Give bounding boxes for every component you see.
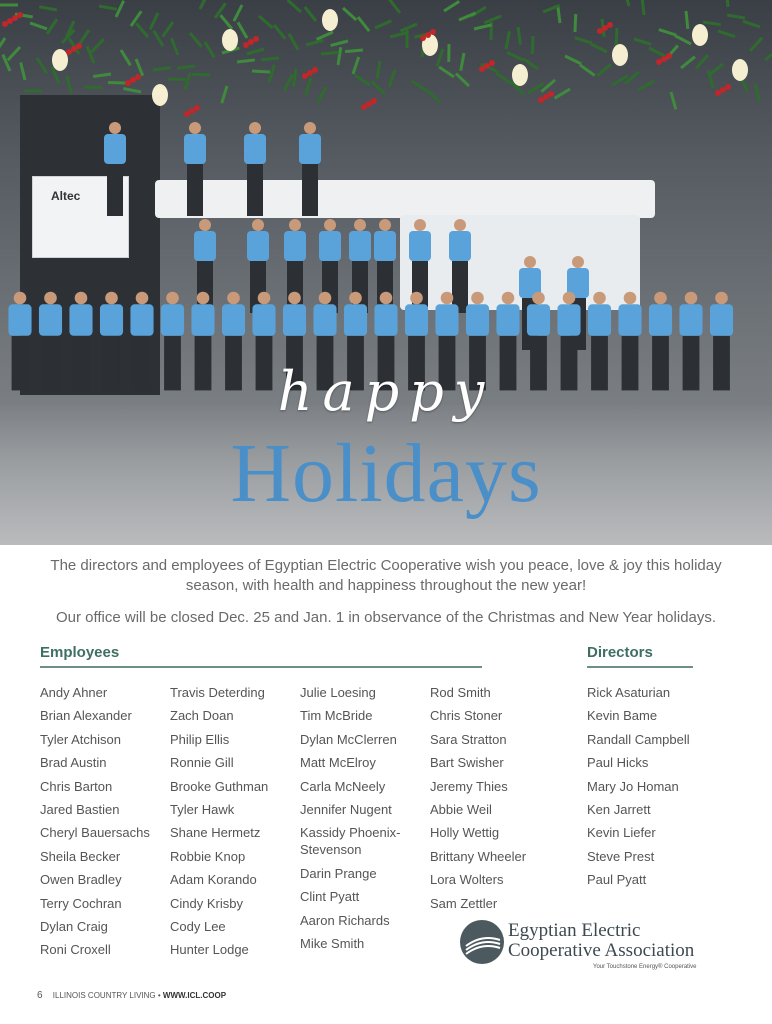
- name-item: Sheila Becker: [40, 848, 121, 864]
- page-footer: [37, 990, 226, 1001]
- name-item: Rick Asaturian: [587, 685, 671, 700]
- name-item: Jared Bastien: [40, 801, 120, 817]
- name-item: Cody Lee: [170, 918, 226, 934]
- person-figure: [104, 122, 126, 216]
- directors-column: [587, 684, 737, 895]
- name-item: Darin Prange: [300, 865, 377, 881]
- employees-heading: Employees: [40, 644, 120, 661]
- cooperative-logo: [460, 918, 697, 978]
- person-figure: [184, 122, 206, 216]
- name-item: Bart Swisher: [430, 755, 504, 771]
- name-item: Sara Stratton: [430, 731, 507, 747]
- publication-name: ILLINOIS COUNTRY LIVING: [52, 991, 156, 1000]
- directors-heading: Directors: [587, 644, 653, 661]
- name-item: Cindy Krisby: [170, 895, 243, 911]
- name-item: Kevin Bame: [587, 708, 658, 724]
- name-item: Abbie Weil: [430, 801, 492, 817]
- name-item: Mary Jo Homan: [587, 778, 679, 794]
- name-item: Mike Smith: [300, 935, 365, 951]
- employees-column-1: [40, 684, 165, 965]
- name-item: Tyler Hawk: [170, 801, 235, 817]
- employees-column-4: [430, 684, 555, 918]
- name-item: Carla McNeely: [300, 778, 386, 794]
- name-item: Julie Loesing: [300, 685, 376, 700]
- name-item: Steve Prest: [587, 848, 655, 864]
- closure-notice: Our office will be closed Dec. 25 and Jan. 1 in observance of the Christmas and New Year holidays.: [55, 609, 717, 626]
- name-item: Paul Pyatt: [587, 872, 647, 888]
- holidays-title: Holidays: [230, 427, 542, 520]
- name-item: Kassidy Phoenix-Stevenson: [300, 825, 401, 858]
- name-item: Dylan McClerren: [300, 731, 397, 747]
- name-item: Zach Doan: [170, 708, 234, 724]
- page-number: 6: [37, 990, 43, 1001]
- name-item: Brad Austin: [40, 755, 107, 771]
- name-item: Ken Jarrett: [587, 801, 651, 817]
- person-figure: [244, 122, 266, 216]
- name-item: Cheryl Bauersachs: [40, 825, 150, 841]
- logo-tagline: Your Touchstone Energy® Cooperative: [593, 964, 697, 970]
- name-item: Hunter Lodge: [170, 942, 249, 958]
- name-item: Shane Hermetz: [170, 825, 261, 841]
- name-item: Lora Wolters: [430, 872, 504, 888]
- name-item: Rod Smith: [430, 685, 491, 700]
- happy-script: happy: [277, 360, 495, 423]
- name-item: Andy Ahner: [40, 685, 108, 700]
- name-item: Aaron Richards: [300, 912, 390, 928]
- logo-line-1: Egyptian Electric: [508, 920, 641, 941]
- name-item: Chris Barton: [40, 778, 113, 794]
- name-item: Travis Deterding: [170, 685, 265, 700]
- employees-divider: [40, 666, 482, 668]
- person-figure: [299, 122, 321, 216]
- name-item: Matt McElroy: [300, 755, 376, 771]
- name-item: Jennifer Nugent: [300, 801, 392, 817]
- name-item: Randall Campbell: [587, 731, 690, 747]
- logo-line-2: Cooperative Association: [508, 940, 695, 961]
- name-item: Philip Ellis: [170, 731, 230, 747]
- name-item: Adam Korando: [170, 872, 257, 888]
- name-item: Holly Wettig: [430, 825, 500, 841]
- name-item: Dylan Craig: [40, 918, 108, 934]
- name-item: Clint Pyatt: [300, 889, 360, 905]
- name-item: Roni Croxell: [40, 942, 111, 958]
- name-item: Kevin Liefer: [587, 825, 656, 841]
- name-item: Terry Cochran: [40, 895, 122, 911]
- name-item: Tyler Atchison: [40, 731, 121, 747]
- name-item: Chris Stoner: [430, 708, 503, 724]
- name-item: Brian Alexander: [40, 708, 132, 724]
- name-item: Tim McBride: [300, 708, 373, 724]
- publication-url: WWW.ICL.COOP: [162, 991, 227, 1000]
- greeting-message: The directors and employees of Egyptian Electric Cooperative wish you peace, love & joy this holiday season, with health and happiness throughout the new year!: [50, 557, 722, 594]
- logo-emblem-icon: [460, 920, 504, 964]
- footer-separator: •: [157, 991, 161, 1000]
- holiday-garland: [0, 0, 772, 130]
- directors-divider: [587, 666, 693, 668]
- name-item: Owen Bradley: [40, 872, 122, 888]
- name-item: Brooke Guthman: [170, 778, 269, 794]
- employees-column-3: [300, 684, 425, 958]
- employees-column-2: [170, 684, 295, 965]
- name-item: Robbie Knop: [170, 848, 246, 864]
- truck-brand-label: Altec: [51, 189, 81, 203]
- name-item: Jeremy Thies: [430, 778, 508, 794]
- name-item: Brittany Wheeler: [430, 848, 527, 864]
- name-item: Sam Zettler: [430, 895, 498, 911]
- name-item: Ronnie Gill: [170, 755, 234, 771]
- name-item: Paul Hicks: [587, 755, 649, 771]
